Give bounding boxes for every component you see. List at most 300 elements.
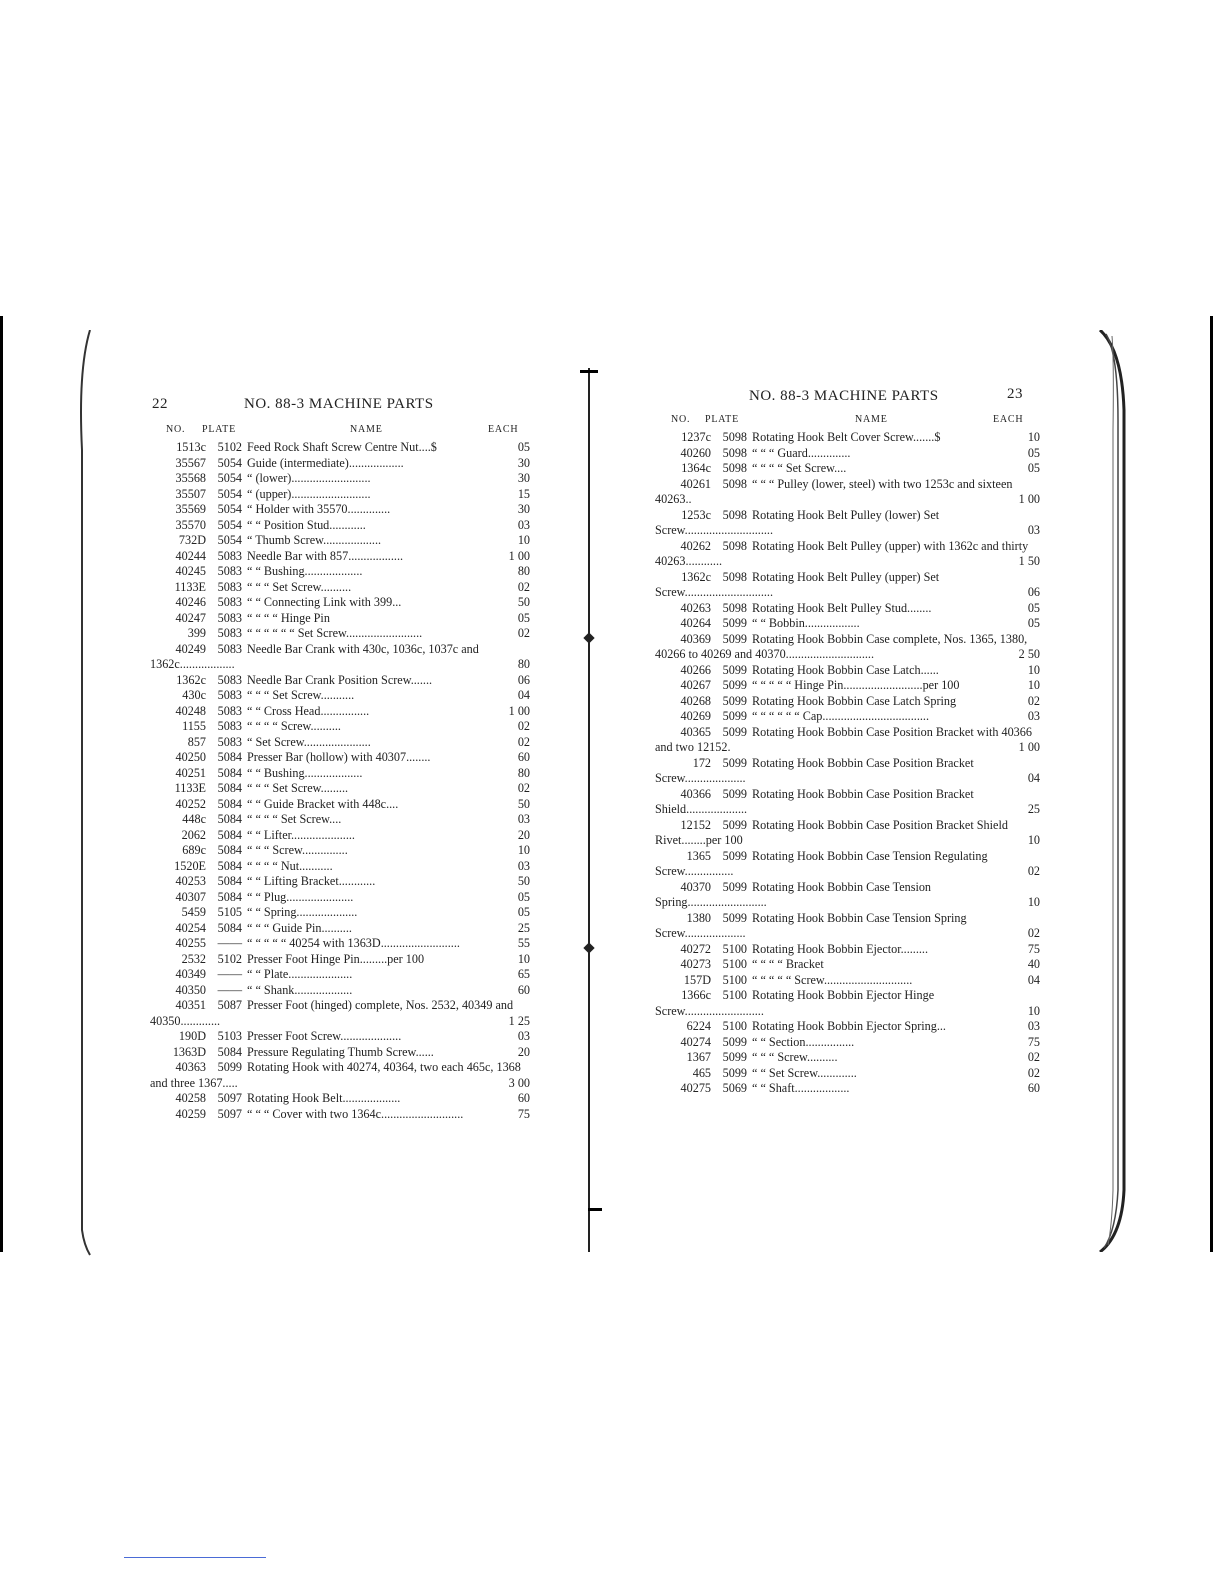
column-headers — [655, 414, 1040, 428]
part-name: “ “ Shank................... — [247, 982, 353, 997]
table-row — [150, 750, 530, 766]
table-row — [150, 626, 530, 642]
part-name: “ “ “ Screw............... — [247, 843, 348, 857]
part-price: 03 — [517, 858, 530, 873]
plate-number: 5099 — [722, 662, 747, 677]
part-price: 02 — [1027, 1050, 1040, 1064]
plate-number: 5099 — [722, 1034, 747, 1049]
part-price: 03 — [1027, 523, 1040, 537]
part-price: 65 — [517, 967, 530, 981]
plate-number: 5103 — [217, 1029, 242, 1043]
part-number: 40244 — [175, 548, 206, 563]
plate-number: 5099 — [722, 631, 747, 646]
part-name: “ “ “ “ Bracket — [752, 957, 824, 971]
part-price: 04 — [517, 688, 530, 702]
plate-number: 5054 — [217, 517, 242, 532]
part-price: 60 — [517, 1091, 530, 1105]
column-header-no: NO. — [166, 424, 186, 435]
table-row — [150, 688, 530, 704]
part-price: 60 — [517, 750, 530, 764]
part-price: 10 — [1027, 662, 1040, 677]
part-name: Rotating Hook Bobbin Case Position Bracket Screw.................... — [655, 755, 974, 785]
table-row — [655, 539, 1040, 570]
part-name: Rotating Hook Bobbin Case Tension Spring.......................... — [655, 879, 932, 909]
table-row — [150, 843, 530, 859]
table-row — [655, 632, 1040, 663]
part-price: 60 — [1027, 1081, 1040, 1095]
part-number: 40307 — [175, 889, 206, 904]
table-row — [150, 1091, 530, 1107]
plate-number: 5084 — [217, 843, 242, 857]
part-price: 50 — [517, 874, 530, 888]
part-number: 40272 — [680, 941, 711, 956]
page-header — [150, 390, 530, 418]
part-number: 40350 — [175, 982, 206, 997]
part-name: Rotating Hook Bobbin Case complete, Nos. 1365, 1380, 40266 to 40269 and 40370............................. — [655, 631, 1028, 661]
part-price: 02 — [517, 734, 530, 749]
part-name: “ “ Lifting Bracket............ — [247, 874, 376, 888]
part-name: Rotating Hook Bobbin Ejector Hinge Screw.......................... — [655, 988, 935, 1018]
plate-number: 5054 — [217, 486, 242, 501]
table-row — [655, 818, 1040, 849]
gutter-tick — [580, 370, 598, 373]
plate-number: 5099 — [722, 786, 747, 801]
part-number: 1362c — [176, 672, 206, 687]
part-name: “ “ Plug...................... — [247, 889, 354, 904]
table-row — [150, 1029, 530, 1045]
parts-list — [655, 430, 1040, 1097]
table-row — [150, 967, 530, 983]
part-name: “ “ Cross Head................ — [247, 703, 370, 718]
table-row — [150, 673, 530, 689]
plate-number: 5098 — [722, 476, 747, 491]
plate-number: 5099 — [722, 879, 747, 894]
table-row — [150, 874, 530, 890]
table-row — [655, 446, 1040, 462]
part-price: 50 — [517, 595, 530, 609]
table-row — [150, 890, 530, 906]
part-price: 75 — [517, 1106, 530, 1121]
plate-number: 5100 — [722, 957, 747, 971]
part-name: Presser Foot Hinge Pin.........per 100 — [247, 951, 425, 966]
plate-number: 5099 — [722, 693, 747, 708]
part-name: “ “ “ Set Screw........... — [247, 688, 355, 702]
part-number: 40274 — [680, 1034, 711, 1049]
part-number: 1513c — [176, 440, 206, 454]
table-row — [150, 1060, 530, 1091]
part-price: 04 — [1027, 771, 1040, 785]
part-name: Pressure Regulating Thumb Screw...... — [247, 1044, 434, 1059]
table-row — [150, 471, 530, 487]
part-price: 05 — [1027, 616, 1040, 630]
right-page-edges — [1098, 330, 1128, 1252]
column-headers — [150, 424, 530, 438]
part-number: 1380 — [686, 910, 711, 925]
table-row — [655, 1019, 1040, 1035]
table-row — [150, 564, 530, 580]
table-row — [150, 936, 530, 952]
table-row — [655, 756, 1040, 787]
part-number: 40246 — [175, 595, 206, 609]
plate-number: —— — [217, 967, 242, 981]
part-price: 10 — [1027, 833, 1040, 847]
table-row — [150, 580, 530, 596]
part-name: “ (upper).......................... — [247, 486, 371, 501]
part-number: 1155 — [182, 719, 206, 733]
column-header-no: NO. — [671, 414, 691, 425]
column-header-name: NAME — [350, 424, 383, 435]
table-row — [150, 998, 530, 1029]
plate-number: 5098 — [722, 600, 747, 615]
part-number: 35507 — [175, 486, 206, 501]
part-name: Rotating Hook Bobbin Case Position Bracket with 40366 and two 12152. — [655, 724, 1032, 754]
part-number: 1365 — [686, 848, 711, 863]
part-number: 40258 — [175, 1091, 206, 1105]
part-number: 399 — [187, 626, 206, 640]
table-row — [150, 440, 530, 456]
part-number: 1133E — [174, 579, 206, 594]
part-name: Needle Bar with 857.................. — [247, 548, 404, 563]
part-name: Needle Bar Crank with 430c, 1036c, 1037c and 1362c.................. — [150, 641, 479, 671]
part-number: 40247 — [175, 610, 206, 625]
plate-number: 5100 — [722, 988, 747, 1002]
plate-number: 5102 — [217, 951, 242, 966]
part-name: Rotating Hook Bobbin Case Position Bracket Shield Rivet........per 100 — [655, 817, 1008, 847]
table-row — [655, 849, 1040, 880]
table-row — [150, 983, 530, 999]
part-number: 40365 — [680, 724, 711, 739]
gutter-mark — [583, 632, 594, 643]
part-name: “ “ Connecting Link with 399... — [247, 595, 402, 609]
plate-number: 5054 — [217, 533, 242, 547]
part-number: 40262 — [680, 538, 711, 553]
part-price: 06 — [1027, 585, 1040, 599]
part-number: 430c — [182, 688, 206, 702]
part-price: 1 00 — [508, 703, 530, 718]
part-price: 05 — [517, 440, 530, 454]
table-row — [655, 911, 1040, 942]
part-name: “ “ “ “ “ 40254 with 1363D.......................... — [247, 936, 460, 950]
part-number: 40363 — [175, 1060, 206, 1074]
plate-number: 5099 — [722, 910, 747, 925]
part-number: 40269 — [680, 709, 711, 723]
table-row — [150, 533, 530, 549]
book-gutter — [588, 368, 590, 1252]
part-price: 03 — [1027, 709, 1040, 723]
part-name: “ Set Screw...................... — [247, 734, 371, 749]
part-price: 40 — [1027, 957, 1040, 971]
page-title: NO. 88-3 MACHINE PARTS — [749, 388, 939, 404]
plate-number: 5083 — [217, 672, 242, 687]
plate-number: 5084 — [217, 781, 242, 795]
plate-number: 5099 — [722, 709, 747, 723]
part-name: “ “ “ “ “ Hinge Pin..........................per 100 — [752, 678, 960, 692]
part-number: 2532 — [181, 951, 206, 966]
part-name: “ “ “ “ Nut........... — [247, 858, 333, 873]
part-number: 1363D — [172, 1044, 206, 1059]
table-row — [655, 973, 1040, 989]
plate-number: 5084 — [217, 765, 242, 780]
part-name: “ “ Bobbin.................. — [752, 616, 860, 630]
part-number: 1253c — [681, 507, 711, 522]
table-row — [655, 430, 1040, 446]
part-name: Rotating Hook Bobbin Ejector Spring... — [752, 1019, 946, 1033]
part-price: 02 — [517, 626, 530, 640]
part-name: “ “ “ Pulley (lower, steel) with two 1253c and sixteen 40263.. — [655, 476, 1013, 506]
part-name: “ (lower).......................... — [247, 471, 371, 485]
part-name: Rotating Hook Belt................... — [247, 1091, 401, 1105]
part-name: Presser Foot (hinged) complete, Nos. 2532, 40349 and 40350............. — [150, 998, 514, 1028]
plate-number: 5098 — [722, 445, 747, 460]
table-row — [655, 787, 1040, 818]
part-price: 05 — [1027, 600, 1040, 615]
part-number: 40259 — [175, 1106, 206, 1121]
part-price: 25 — [1027, 802, 1040, 816]
table-row — [150, 905, 530, 921]
part-name: “ “ Bushing................... — [247, 564, 363, 578]
part-price: 75 — [1027, 1034, 1040, 1049]
part-number: 40267 — [680, 678, 711, 692]
part-name: “ “ “ Guard.............. — [752, 445, 851, 460]
plate-number: 5100 — [722, 1019, 747, 1033]
part-number: 40245 — [175, 564, 206, 578]
part-price: 10 — [517, 951, 530, 966]
part-price: 03 — [517, 812, 530, 826]
table-row — [655, 1050, 1040, 1066]
plate-number: 5099 — [217, 1060, 242, 1074]
part-name: “ “ “ Cover with two 1364c........................... — [247, 1106, 464, 1121]
part-name: “ “ “ “ Screw.......... — [247, 719, 341, 733]
plate-number: —— — [217, 936, 242, 950]
table-row — [655, 508, 1040, 539]
plate-number: 5054 — [217, 502, 242, 516]
part-number: 35570 — [175, 517, 206, 532]
part-price: 3 00 — [508, 1075, 530, 1090]
part-number: 12152 — [680, 817, 711, 832]
part-price: 30 — [517, 455, 530, 470]
part-price: 03 — [1027, 1019, 1040, 1033]
table-row — [150, 952, 530, 968]
table-row — [150, 859, 530, 875]
plate-number: 5098 — [722, 569, 747, 584]
table-row — [655, 461, 1040, 477]
part-price: 02 — [517, 781, 530, 795]
part-price: 05 — [517, 905, 530, 919]
part-name: Rotating Hook Bobbin Case Latch...... — [752, 662, 939, 677]
part-name: Rotating Hook Bobbin Case Position Bracket Shield.................... — [655, 786, 974, 816]
table-row — [150, 735, 530, 751]
plate-number: 5099 — [722, 1065, 747, 1080]
table-row — [150, 1045, 530, 1061]
plate-number: 5098 — [722, 461, 747, 475]
plate-number: 5054 — [217, 455, 242, 470]
part-price: 05 — [1027, 461, 1040, 475]
table-row — [150, 719, 530, 735]
plate-number: 5084 — [217, 889, 242, 904]
part-name: “ “ Bushing................... — [247, 765, 363, 780]
plate-number: 5084 — [217, 812, 242, 826]
part-price: 05 — [517, 610, 530, 625]
plate-number: 5083 — [217, 734, 242, 749]
table-row — [655, 1081, 1040, 1097]
table-row — [150, 781, 530, 797]
part-price: 10 — [1027, 678, 1040, 692]
table-row — [150, 549, 530, 565]
part-number: 40250 — [175, 750, 206, 764]
column-header-each: EACH — [488, 424, 519, 435]
part-name: Rotating Hook Belt Pulley Stud........ — [752, 600, 932, 615]
table-row — [150, 456, 530, 472]
part-price: 02 — [1027, 926, 1040, 940]
part-price: 30 — [517, 471, 530, 485]
part-number: 2062 — [181, 827, 206, 842]
column-header-plate: PLATE — [705, 414, 739, 425]
table-row — [655, 694, 1040, 710]
table-row — [655, 663, 1040, 679]
plate-number: 5102 — [217, 440, 242, 454]
plate-number: 5099 — [722, 1050, 747, 1064]
plate-number: 5099 — [722, 848, 747, 863]
plate-number: 5083 — [217, 719, 242, 733]
part-price: 10 — [517, 843, 530, 857]
table-row — [150, 518, 530, 534]
part-name: “ “ Set Screw............. — [752, 1065, 857, 1080]
gutter-mark — [583, 942, 594, 953]
plate-number: 5098 — [722, 430, 747, 444]
part-number: 40249 — [175, 641, 206, 656]
table-row — [150, 704, 530, 720]
part-name: Rotating Hook Bobbin Case Tension Regulating Screw................ — [655, 848, 988, 878]
part-number: 1364c — [681, 461, 711, 475]
part-number: 35569 — [175, 502, 206, 516]
table-row — [655, 1035, 1040, 1051]
part-name: Rotating Hook Bobbin Ejector......... — [752, 941, 929, 956]
part-number: 1362c — [681, 569, 711, 584]
table-row — [655, 678, 1040, 694]
part-name: Rotating Hook Bobbin Case Latch Spring — [752, 693, 957, 708]
table-row — [655, 616, 1040, 632]
part-number: 40370 — [680, 879, 711, 894]
part-price: 02 — [1027, 693, 1040, 708]
table-row — [655, 601, 1040, 617]
part-price: 10 — [517, 533, 530, 547]
part-price: 80 — [517, 564, 530, 578]
part-name: Rotating Hook Bobbin Case Tension Spring Screw.................... — [655, 910, 967, 940]
part-name: “ “ “ “ “ Screw............................. — [752, 972, 913, 987]
plate-number: 5084 — [217, 874, 242, 888]
table-row — [655, 709, 1040, 725]
part-name: Rotating Hook Belt Cover Screw.......$ — [752, 430, 941, 444]
column-header-each: EACH — [993, 414, 1024, 425]
parts-list — [150, 440, 530, 1122]
part-number: 172 — [692, 755, 711, 770]
plate-number: 5100 — [722, 941, 747, 956]
part-number: 1133E — [174, 781, 206, 795]
part-number: 40253 — [175, 874, 206, 888]
part-name: Presser Bar (hollow) with 40307........ — [247, 750, 431, 764]
plate-number: 5083 — [217, 688, 242, 702]
part-number: 6224 — [686, 1019, 711, 1033]
part-number: 40351 — [175, 998, 206, 1012]
plate-number: 5083 — [217, 610, 242, 625]
plate-number: 5083 — [217, 579, 242, 594]
part-name: “ “ “ Guide Pin.......... — [247, 920, 352, 935]
plate-number: 5083 — [217, 641, 242, 656]
part-price: 02 — [517, 719, 530, 733]
table-row — [150, 797, 530, 813]
part-name: “ “ “ “ Set Screw.... — [247, 812, 342, 826]
part-price: 1 00 — [1018, 740, 1040, 754]
part-number: 40268 — [680, 693, 711, 708]
left-scan-edge — [0, 316, 3, 1252]
table-row — [150, 595, 530, 611]
part-number: 40255 — [175, 936, 206, 950]
plate-number: 5097 — [217, 1091, 242, 1105]
column-header-name: NAME — [855, 414, 888, 425]
part-name: “ “ Lifter..................... — [247, 827, 355, 842]
part-price: 15 — [517, 486, 530, 501]
plate-number: 5084 — [217, 858, 242, 873]
left-page — [150, 390, 530, 1122]
part-price: 25 — [517, 920, 530, 935]
part-number: 40266 — [680, 662, 711, 677]
part-name: Rotating Hook with 40274, 40364, two each 465c, 1368 and three 1367..... — [150, 1060, 521, 1090]
table-row — [150, 812, 530, 828]
part-number: 40366 — [680, 786, 711, 801]
table-row — [655, 942, 1040, 958]
part-name: “ “ “ Set Screw.......... — [247, 579, 352, 594]
right-scan-edge — [1210, 316, 1213, 1252]
plate-number: 5084 — [217, 796, 242, 811]
plate-number: 5100 — [722, 972, 747, 987]
part-name: “ “ “ “ Hinge Pin — [247, 610, 330, 625]
plate-number: 5105 — [217, 905, 242, 919]
part-price: 80 — [517, 657, 530, 671]
part-price: 02 — [1027, 864, 1040, 878]
part-price: 2 50 — [1018, 647, 1040, 661]
part-number: 857 — [187, 734, 206, 749]
part-name: “ “ “ Screw.......... — [752, 1050, 838, 1064]
part-number: 40252 — [175, 796, 206, 811]
part-price: 1 00 — [508, 548, 530, 563]
plate-number: 5084 — [217, 920, 242, 935]
plate-number: 5087 — [217, 998, 242, 1012]
part-price: 1 00 — [1018, 492, 1040, 506]
part-number: 448c — [182, 812, 206, 826]
plate-number: 5083 — [217, 626, 242, 640]
part-number: 157D — [683, 972, 711, 987]
part-name: “ “ “ Set Screw......... — [247, 781, 349, 795]
table-row — [655, 570, 1040, 601]
part-number: 40254 — [175, 920, 206, 935]
table-row — [655, 1066, 1040, 1082]
column-header-plate: PLATE — [202, 424, 236, 435]
part-name: “ “ Section................ — [752, 1034, 855, 1049]
table-row — [150, 502, 530, 518]
part-price: 20 — [517, 1044, 530, 1059]
plate-number: 5083 — [217, 564, 242, 578]
table-row — [655, 880, 1040, 911]
part-price: 10 — [1027, 895, 1040, 909]
page-number: 23 — [1007, 386, 1023, 402]
plate-number: 5084 — [217, 827, 242, 842]
part-price: 04 — [1027, 972, 1040, 987]
part-number: 40248 — [175, 703, 206, 718]
left-page-curve — [76, 330, 96, 1260]
part-number: 40263 — [680, 600, 711, 615]
part-price: 1 25 — [508, 1013, 530, 1028]
part-number: 40260 — [680, 445, 711, 460]
